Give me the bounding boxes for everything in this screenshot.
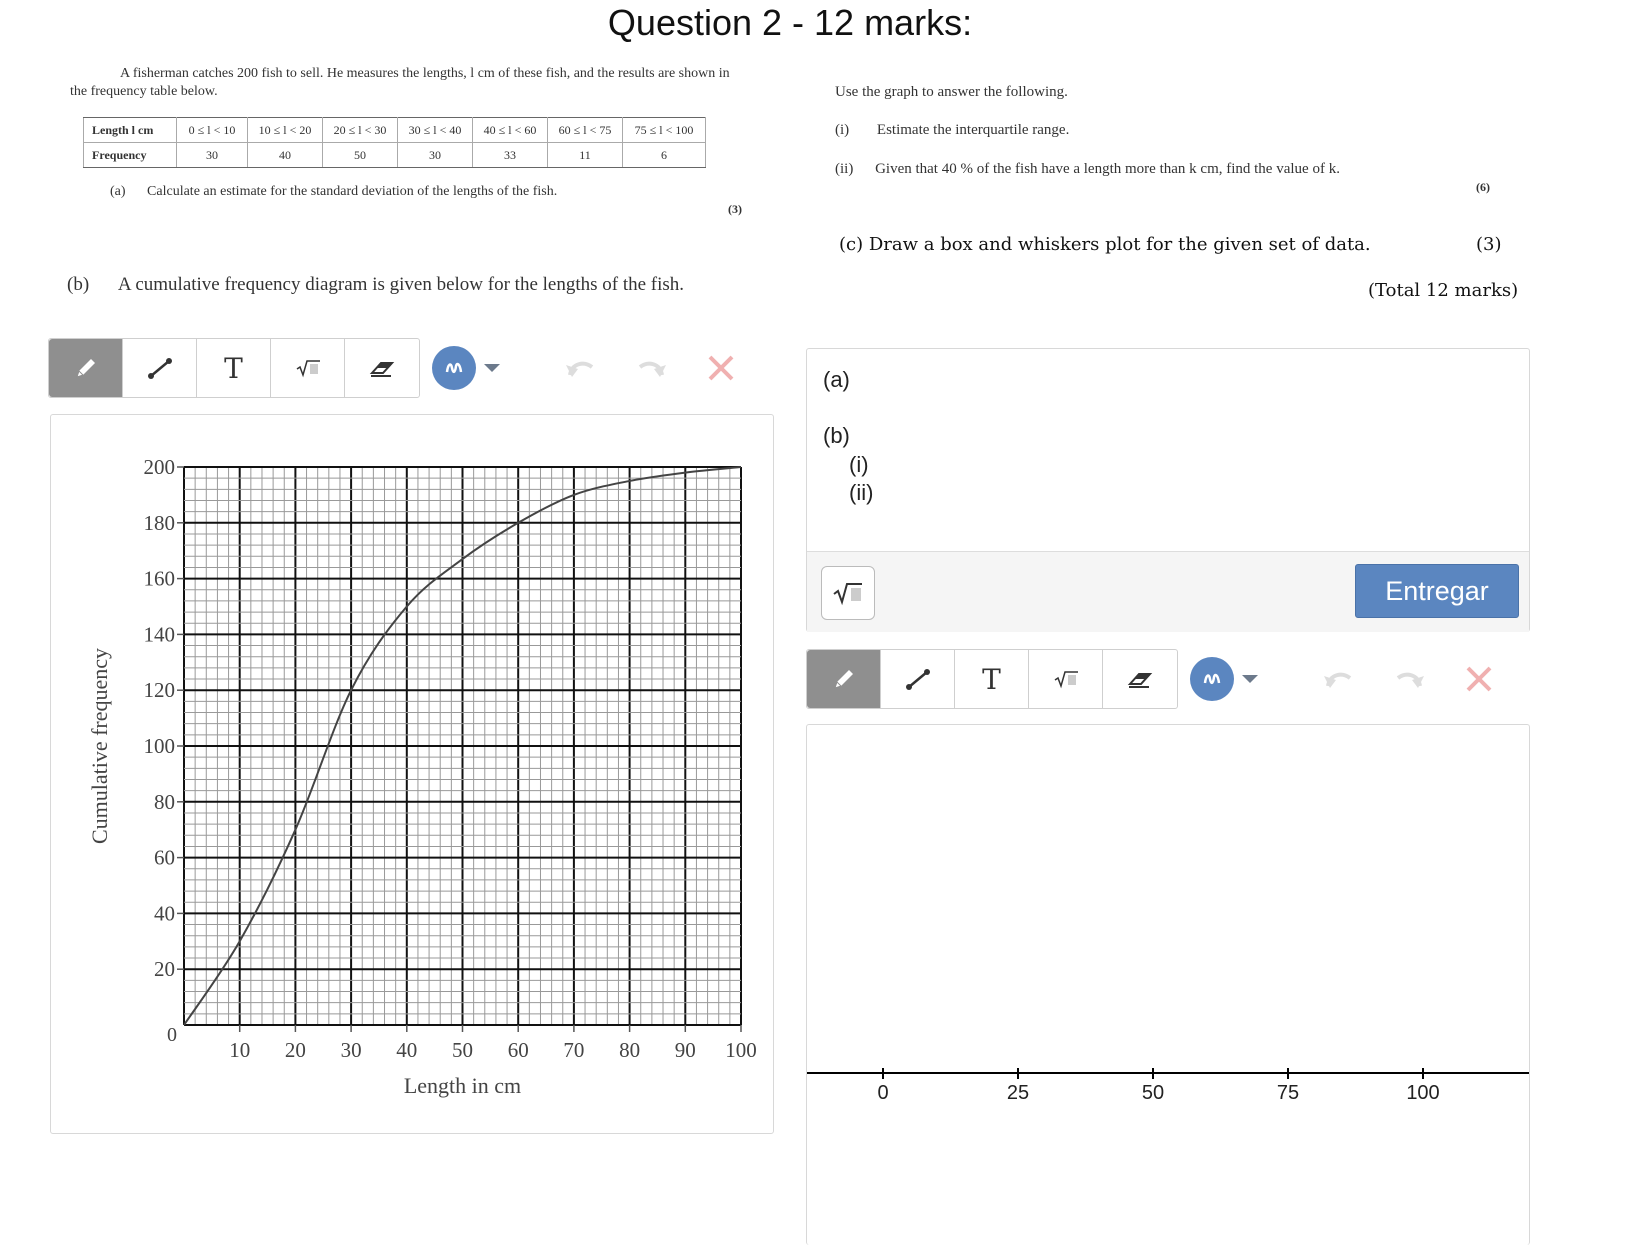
table-cell: 0 ≤ l < 10 bbox=[177, 118, 248, 143]
pencil-icon bbox=[71, 353, 101, 383]
y-tick-label: 80 bbox=[154, 789, 175, 814]
color-picker-button[interactable] bbox=[432, 346, 476, 390]
table-row-label: Frequency bbox=[84, 143, 177, 168]
y-tick-label: 120 bbox=[143, 678, 175, 703]
eraser-icon bbox=[367, 353, 397, 383]
table-cell: 6 bbox=[623, 143, 706, 168]
table-cell: 30 ≤ l < 40 bbox=[398, 118, 473, 143]
math-tool-button[interactable] bbox=[1029, 650, 1103, 708]
part-b-text: A cumulative frequency diagram is given below for the lengths of the fish. bbox=[117, 274, 685, 295]
stroke-icon bbox=[442, 356, 466, 380]
text-icon: T bbox=[224, 351, 243, 385]
x-axis-label: Length in cm bbox=[403, 1073, 522, 1098]
y-tick-label: 140 bbox=[143, 622, 175, 647]
x-tick-label: 50 bbox=[452, 1038, 473, 1062]
answer-line[interactable]: (i) bbox=[849, 452, 869, 477]
chart-panel[interactable] bbox=[50, 414, 774, 1134]
sub-i-text: Estimate the interquartile range. bbox=[876, 122, 1070, 138]
number-line-label: 100 bbox=[1406, 1082, 1440, 1104]
line-tool-button[interactable] bbox=[123, 339, 197, 397]
line-icon bbox=[903, 664, 933, 694]
math-tool-button[interactable] bbox=[271, 339, 345, 397]
sub-question-ii bbox=[835, 161, 1340, 178]
x-tick-label: 90 bbox=[674, 1038, 696, 1062]
table-cell: 50 bbox=[323, 143, 398, 168]
undo-icon[interactable] bbox=[1320, 664, 1356, 694]
y-tick-label: 200 bbox=[143, 455, 175, 479]
color-picker-button[interactable] bbox=[1190, 657, 1234, 701]
x-tick-label: 40 bbox=[396, 1038, 418, 1062]
x-tick-label: 10 bbox=[229, 1038, 251, 1062]
sub-question-i bbox=[835, 122, 1069, 139]
number-line-label: 75 bbox=[1276, 1082, 1300, 1104]
tool-group bbox=[806, 649, 1178, 709]
table-cell: 10 ≤ l < 20 bbox=[248, 118, 323, 143]
table-cell: 40 ≤ l < 60 bbox=[473, 118, 548, 143]
y-tick-label: 160 bbox=[143, 566, 175, 591]
undo-icon[interactable] bbox=[562, 353, 598, 383]
clear-icon[interactable] bbox=[1464, 664, 1494, 694]
part-a-text: Calculate an estimate for the standard deviation of the lengths of the fish. bbox=[147, 184, 558, 199]
chevron-down-icon[interactable] bbox=[482, 358, 502, 378]
y-axis-label: Cumulative frequency bbox=[87, 647, 112, 845]
y-tick-label: 180 bbox=[143, 510, 175, 535]
number-line-label: 0 bbox=[877, 1082, 889, 1104]
number-line bbox=[807, 725, 1529, 1245]
math-input-button[interactable] bbox=[821, 566, 875, 620]
intro-text: A fisherman catches 200 fish to sell. He measures the lengths, l cm of these fish, and the results are shown in the frequency table below. bbox=[70, 66, 730, 99]
pencil-tool-button[interactable] bbox=[49, 339, 123, 397]
x-tick-label: 60 bbox=[507, 1038, 529, 1062]
number-line-label: 50 bbox=[1141, 1082, 1165, 1104]
answer-panel bbox=[806, 348, 1530, 632]
y-tick-label: 20 bbox=[154, 957, 175, 982]
text-tool-button[interactable] bbox=[955, 650, 1029, 708]
y-tick-label: 0 bbox=[167, 1024, 177, 1046]
part-a-marks: (3) bbox=[728, 202, 742, 216]
page-title: Question 2 - 12 marks: bbox=[607, 2, 973, 43]
eraser-tool-button[interactable] bbox=[345, 339, 419, 397]
chevron-down-icon[interactable] bbox=[1240, 669, 1260, 689]
answer-line[interactable]: (a) bbox=[823, 367, 850, 392]
eraser-icon bbox=[1125, 664, 1155, 694]
table-cell: 30 bbox=[398, 143, 473, 168]
x-tick-label: 70 bbox=[563, 1038, 585, 1062]
table-cell: 75 ≤ l < 100 bbox=[623, 118, 706, 143]
submit-button[interactable]: Entregar bbox=[1355, 564, 1519, 618]
y-tick-label: 100 bbox=[143, 734, 175, 758]
number-line-label: 25 bbox=[1006, 1082, 1030, 1104]
cumulative-frequency-chart bbox=[51, 415, 773, 1133]
text-tool-button[interactable] bbox=[197, 339, 271, 397]
part-b-label: (b) bbox=[67, 274, 90, 295]
table-row-label: Length l cm bbox=[84, 118, 177, 143]
line-icon bbox=[145, 353, 175, 383]
math-icon bbox=[1051, 664, 1081, 694]
x-tick-label: 80 bbox=[619, 1038, 641, 1062]
sub-ii-label: (ii) bbox=[835, 161, 854, 177]
frequency-table bbox=[83, 117, 706, 168]
answer-line[interactable]: (ii) bbox=[849, 480, 874, 505]
drawing-toolbar-left bbox=[48, 338, 736, 398]
x-tick-label: 100 bbox=[725, 1038, 757, 1062]
part-a bbox=[110, 184, 557, 200]
drawing-toolbar-right bbox=[806, 649, 1494, 709]
table-row bbox=[84, 118, 706, 143]
redo-icon[interactable] bbox=[634, 353, 670, 383]
total-marks: (Total 12 marks) bbox=[1368, 280, 1519, 301]
answer-line[interactable]: (b) bbox=[823, 423, 850, 448]
sub-ii-text: Given that 40 % of the fish have a length more than k cm, find the value of k. bbox=[875, 161, 1340, 177]
table-cell: 30 bbox=[177, 143, 248, 168]
x-tick-label: 30 bbox=[340, 1038, 362, 1062]
part-c-text: (c) Draw a box and whiskers plot for the given set of data. bbox=[839, 234, 1371, 255]
sub-i-label: (i) bbox=[835, 122, 850, 138]
tool-group bbox=[48, 338, 420, 398]
pencil-icon bbox=[829, 664, 859, 694]
math-icon bbox=[830, 578, 866, 608]
math-icon bbox=[293, 353, 323, 383]
redo-icon[interactable] bbox=[1392, 664, 1428, 694]
part-c-marks: (3) bbox=[1476, 234, 1502, 255]
table-cell: 33 bbox=[473, 143, 548, 168]
answer-footer bbox=[807, 551, 1529, 632]
eraser-tool-button[interactable] bbox=[1103, 650, 1177, 708]
part-a-label: (a) bbox=[110, 184, 126, 199]
graph-instructions: Use the graph to answer the following. bbox=[835, 84, 1068, 100]
part-b bbox=[67, 274, 684, 296]
table-cell: 20 ≤ l < 30 bbox=[323, 118, 398, 143]
drawing-canvas-panel[interactable] bbox=[806, 724, 1530, 1245]
line-tool-button[interactable] bbox=[881, 650, 955, 708]
y-tick-label: 60 bbox=[154, 845, 175, 870]
clear-icon[interactable] bbox=[706, 353, 736, 383]
sub-marks: (6) bbox=[1476, 180, 1490, 194]
x-tick-label: 20 bbox=[284, 1038, 306, 1062]
table-row bbox=[84, 143, 706, 168]
table-cell: 40 bbox=[248, 143, 323, 168]
text-icon: T bbox=[982, 662, 1001, 696]
pencil-tool-button[interactable] bbox=[807, 650, 881, 708]
table-cell: 11 bbox=[548, 143, 623, 168]
table-cell: 60 ≤ l < 75 bbox=[548, 118, 623, 143]
y-tick-label: 40 bbox=[154, 901, 175, 926]
stroke-icon bbox=[1200, 667, 1224, 691]
